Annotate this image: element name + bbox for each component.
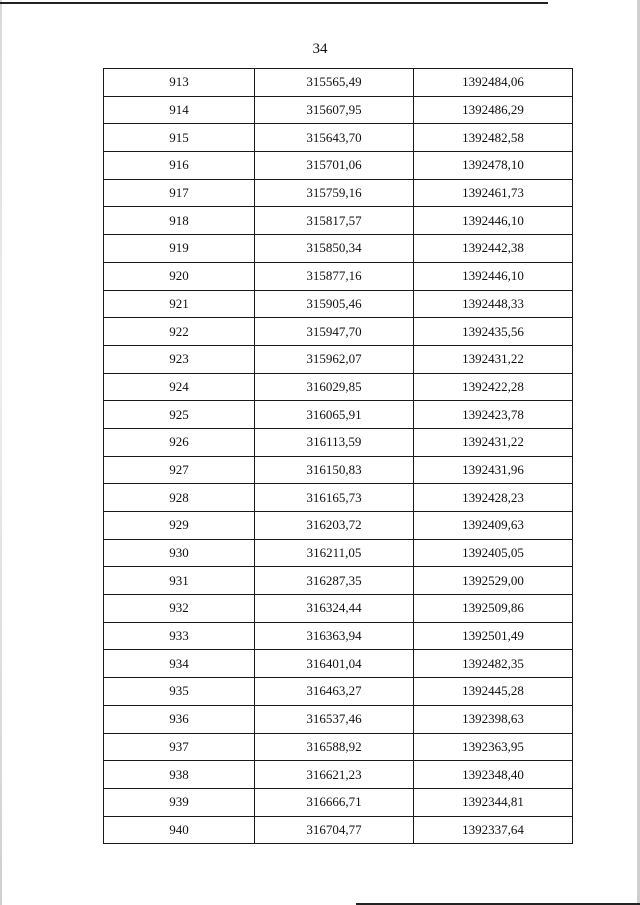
- x-coordinate-cell: 315643,70: [255, 124, 414, 152]
- table-row: [104, 235, 573, 263]
- point-number-cell: 914: [104, 96, 255, 124]
- x-coordinate-cell: 316463,27: [255, 678, 414, 706]
- x-coordinate-cell: 315877,16: [255, 262, 414, 290]
- y-coordinate-cell: 1392484,06: [414, 69, 573, 97]
- y-coordinate-cell: 1392445,28: [414, 678, 573, 706]
- y-coordinate-cell: 1392482,35: [414, 650, 573, 678]
- y-coordinate-cell: 1392461,73: [414, 179, 573, 207]
- x-coordinate-cell: 316704,77: [255, 816, 414, 844]
- x-coordinate-cell: 316029,85: [255, 373, 414, 401]
- y-coordinate-cell: 1392435,56: [414, 318, 573, 346]
- table-row: [104, 705, 573, 733]
- x-coordinate-cell: 315565,49: [255, 69, 414, 97]
- table-row: [104, 512, 573, 540]
- point-number-cell: 920: [104, 262, 255, 290]
- y-coordinate-cell: 1392446,10: [414, 207, 573, 235]
- x-coordinate-cell: 315817,57: [255, 207, 414, 235]
- x-coordinate-cell: 315962,07: [255, 345, 414, 373]
- point-number-cell: 933: [104, 622, 255, 650]
- x-coordinate-cell: 315759,16: [255, 179, 414, 207]
- y-coordinate-cell: 1392337,64: [414, 816, 573, 844]
- x-coordinate-cell: 316324,44: [255, 595, 414, 623]
- table-row: [104, 622, 573, 650]
- point-number-cell: 925: [104, 401, 255, 429]
- point-number-cell: 929: [104, 512, 255, 540]
- point-number-cell: 939: [104, 788, 255, 816]
- table-row: [104, 262, 573, 290]
- x-coordinate-cell: 316150,83: [255, 456, 414, 484]
- y-coordinate-cell: 1392509,86: [414, 595, 573, 623]
- point-number-cell: 916: [104, 152, 255, 180]
- y-coordinate-cell: 1392431,22: [414, 345, 573, 373]
- y-coordinate-cell: 1392363,95: [414, 733, 573, 761]
- table-row: [104, 567, 573, 595]
- table-row: [104, 678, 573, 706]
- point-number-cell: 940: [104, 816, 255, 844]
- table-row: [104, 595, 573, 623]
- y-coordinate-cell: 1392529,00: [414, 567, 573, 595]
- x-coordinate-cell: 316537,46: [255, 705, 414, 733]
- table-row: [104, 650, 573, 678]
- y-coordinate-cell: 1392344,81: [414, 788, 573, 816]
- top-rule: [0, 2, 548, 4]
- y-coordinate-cell: 1392448,33: [414, 290, 573, 318]
- y-coordinate-cell: 1392446,10: [414, 262, 573, 290]
- table-row: [104, 761, 573, 789]
- table-row: [104, 290, 573, 318]
- point-number-cell: 924: [104, 373, 255, 401]
- point-number-cell: 931: [104, 567, 255, 595]
- point-number-cell: 917: [104, 179, 255, 207]
- coordinates-table-body: [104, 69, 573, 844]
- table-row: [104, 207, 573, 235]
- coordinates-table: [103, 68, 573, 844]
- point-number-cell: 913: [104, 69, 255, 97]
- table-row: [104, 69, 573, 97]
- scan-edge-left: [0, 0, 2, 905]
- point-number-cell: 922: [104, 318, 255, 346]
- point-number-cell: 932: [104, 595, 255, 623]
- point-number-cell: 936: [104, 705, 255, 733]
- point-number-cell: 918: [104, 207, 255, 235]
- x-coordinate-cell: 316666,71: [255, 788, 414, 816]
- table-row: [104, 179, 573, 207]
- x-coordinate-cell: 316211,05: [255, 539, 414, 567]
- table-row: [104, 318, 573, 346]
- y-coordinate-cell: 1392482,58: [414, 124, 573, 152]
- x-coordinate-cell: 315701,06: [255, 152, 414, 180]
- table-row: [104, 816, 573, 844]
- point-number-cell: 938: [104, 761, 255, 789]
- x-coordinate-cell: 316165,73: [255, 484, 414, 512]
- point-number-cell: 926: [104, 428, 255, 456]
- point-number-cell: 935: [104, 678, 255, 706]
- table-row: [104, 124, 573, 152]
- table-row: [104, 788, 573, 816]
- x-coordinate-cell: 315905,46: [255, 290, 414, 318]
- y-coordinate-cell: 1392428,23: [414, 484, 573, 512]
- y-coordinate-cell: 1392422,28: [414, 373, 573, 401]
- x-coordinate-cell: 316065,91: [255, 401, 414, 429]
- y-coordinate-cell: 1392348,40: [414, 761, 573, 789]
- x-coordinate-cell: 315607,95: [255, 96, 414, 124]
- point-number-cell: 934: [104, 650, 255, 678]
- y-coordinate-cell: 1392405,05: [414, 539, 573, 567]
- point-number-cell: 919: [104, 235, 255, 263]
- table-row: [104, 96, 573, 124]
- point-number-cell: 927: [104, 456, 255, 484]
- y-coordinate-cell: 1392423,78: [414, 401, 573, 429]
- page-number: 34: [312, 41, 328, 57]
- y-coordinate-cell: 1392486,29: [414, 96, 573, 124]
- table-row: [104, 484, 573, 512]
- table-row: [104, 539, 573, 567]
- x-coordinate-cell: 316203,72: [255, 512, 414, 540]
- y-coordinate-cell: 1392431,22: [414, 428, 573, 456]
- point-number-cell: 923: [104, 345, 255, 373]
- y-coordinate-cell: 1392398,63: [414, 705, 573, 733]
- x-coordinate-cell: 315850,34: [255, 235, 414, 263]
- y-coordinate-cell: 1392478,10: [414, 152, 573, 180]
- point-number-cell: 937: [104, 733, 255, 761]
- y-coordinate-cell: 1392442,38: [414, 235, 573, 263]
- x-coordinate-cell: 316401,04: [255, 650, 414, 678]
- y-coordinate-cell: 1392501,49: [414, 622, 573, 650]
- x-coordinate-cell: 316363,94: [255, 622, 414, 650]
- table-row: [104, 373, 573, 401]
- point-number-cell: 915: [104, 124, 255, 152]
- point-number-cell: 928: [104, 484, 255, 512]
- point-number-cell: 930: [104, 539, 255, 567]
- table-row: [104, 456, 573, 484]
- x-coordinate-cell: 316113,59: [255, 428, 414, 456]
- y-coordinate-cell: 1392409,63: [414, 512, 573, 540]
- point-number-cell: 921: [104, 290, 255, 318]
- x-coordinate-cell: 316287,35: [255, 567, 414, 595]
- x-coordinate-cell: 316588,92: [255, 733, 414, 761]
- x-coordinate-cell: 315947,70: [255, 318, 414, 346]
- x-coordinate-cell: 316621,23: [255, 761, 414, 789]
- table-row: [104, 152, 573, 180]
- table-row: [104, 428, 573, 456]
- y-coordinate-cell: 1392431,96: [414, 456, 573, 484]
- table-row: [104, 401, 573, 429]
- table-row: [104, 733, 573, 761]
- table-row: [104, 345, 573, 373]
